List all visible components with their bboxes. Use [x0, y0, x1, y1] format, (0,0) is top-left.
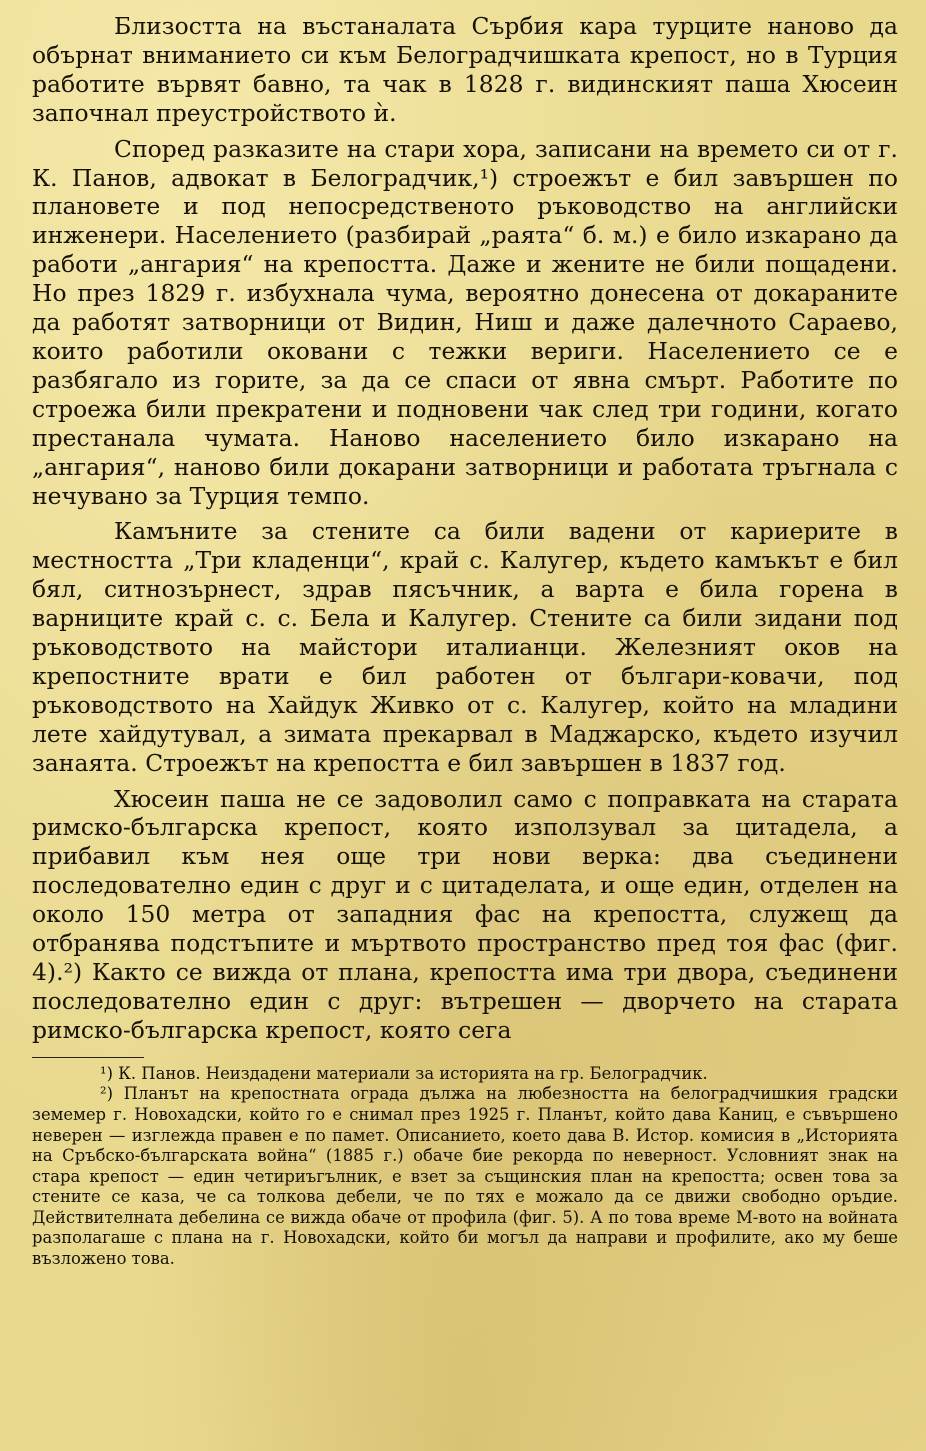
footnote-2: ²) Планът на крепостната ограда дължа на любезността на белоградчишкия градски земемер г. Новохадски, който го е снимал през 1925 г. Планът, който дава Каниц, е съвършено неверен — изглежда правен е по памет. Описанието, което дава В. Истор. комисия в „Историята на Сръбско-българската война“ (1885 г.) обаче бие рекорда по неверност. Условният знак на стара крепост — един четириъгълник, е взет за същинския план на крепостта; освен това за стените се каза, че са толкова дебели, че по тях е можало да се движи свободно оръдие. Действителната дебелина се вижда обаче от профила (фиг. 5). А по това време М-вото на войната разполагаше с плана на г. Новохадски, който би могъл да направи и профилите, ако му беше възложено това. — [32, 1084, 898, 1269]
paragraph-4: Хюсеин паша не се задоволил само с поправката на старата римско-българска крепост, която използувал за цитадела, а прибавил към нея още три нови верка: два съединени последователно един с друг и с цитаделата, и още един, отделен на около 150 метра от западния фас на крепостта, служещ да отбранява подстъпите и мъртвото пространство пред тоя фас (фиг. 4).²) Както се вижда от плана, крепостта има три двора, съединени последователно един с друг: вътрешен — дворчето на старата римско-българска крепост, която сега — [32, 784, 898, 1044]
paragraph-3: Камъните за стените са били вадени от кариерите в местността „Три кладенци“, край с. Калугер, където камъкът е бил бял, ситнозърнест, здрав пясъчник, а варта е била горена в варниците край с. с. Бела и Калугер. Стените са били зидани под ръководството на майстори италианци. Железният оков на крепостните врати е бил работен от българи-ковачи, под ръководството на Хайдук Живко от с. Калугер, който на младини лете хайдутувал, а зимата прекарвал в Маджарско, където изучил занаята. Строежът на крепостта е бил завършен в 1837 год. — [32, 517, 898, 777]
document-page — [32, 12, 898, 1442]
footnote-divider — [32, 1057, 144, 1058]
paragraph-2: Според разказите на стари хора, записани на времето си от г. К. Панов, адвокат в Белоградчик,¹) строежът е бил завършен по плановете и под непосредственото ръководство на английски инженери. Населението (разбирай „раята“ б. м.) е било изкарано да работи „ангария“ на крепостта. Даже и жените не били пощадени. Но през 1829 г. избухнала чума, вероятно донесена от докараните да работят затворници от Видин, Ниш и даже далечното Сараево, които работили оковани с тежки вериги. Населението се е разбягало из горите, за да се спаси от явна смърт. Работите по строежа били прекратени и подновени чак след три години, когато престанала чумата. Наново населението било изкарано на „ангария“, наново били докарани затворници и работата тръгнала с нечувано за Турция темпо. — [32, 134, 898, 510]
footnote-1: ¹) К. Панов. Неиздадени материали за историята на гр. Белоградчик. — [100, 1063, 708, 1083]
paragraph-1: Близостта на въстаналата Сърбия кара турците наново да обърнат вниманието си към Белоградчишката крепост, но в Турция работите вървят бавно, та чак в 1828 г. видинският паша Хюсеин започнал преустройството ѝ. — [32, 12, 898, 127]
